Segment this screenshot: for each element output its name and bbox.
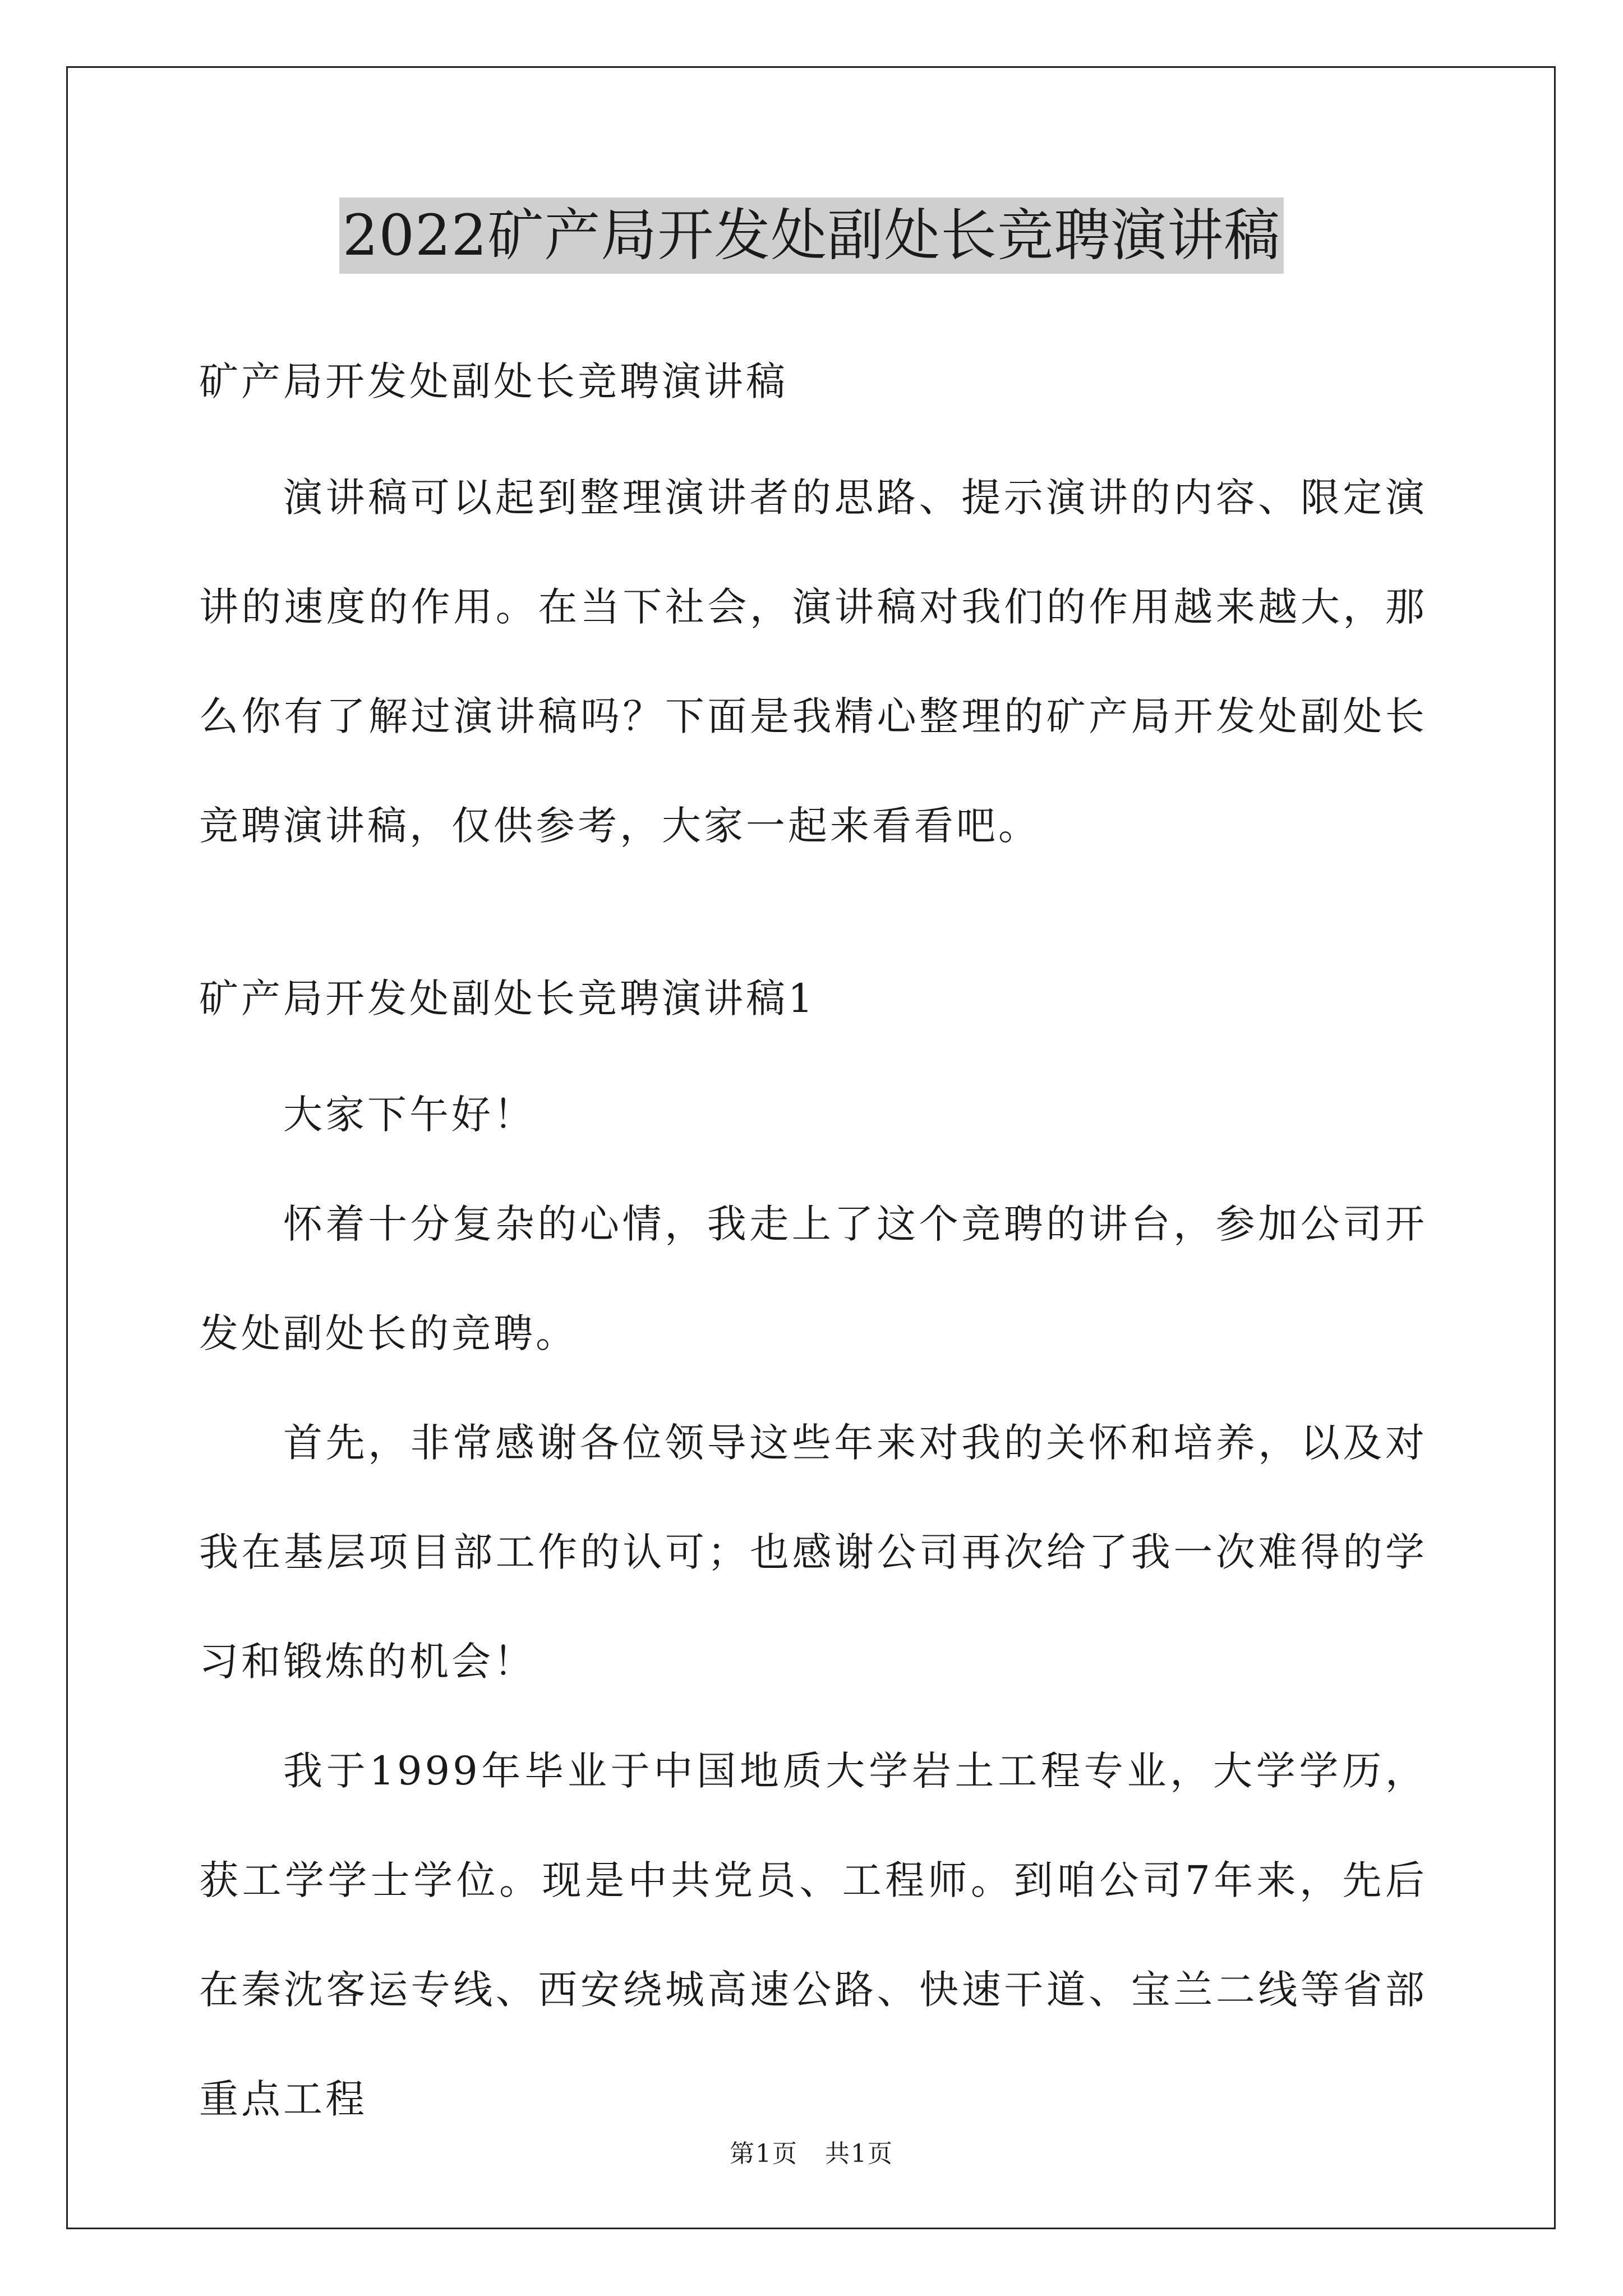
title-container bbox=[0, 197, 1623, 274]
page-total: 共1页 bbox=[824, 2139, 893, 2168]
section-heading: 矿产局开发处副处长竞聘演讲稿1 bbox=[199, 976, 816, 1022]
document-title: 2022矿产局开发处副处长竞聘演讲稿 bbox=[339, 197, 1284, 274]
body-paragraph-greeting: 大家下午好！ bbox=[283, 1092, 536, 1138]
intro-paragraph: 演讲稿可以起到整理演讲者的思路、提示演讲的内容、限定演讲的速度的作用。在当下社会，演讲稿对我们的作用越来越大，那么你有了解过演讲稿吗？下面是我精心整理的矿产局开发处副处长竞聘演讲稿，仅供参考，大家一起来看看吧。 bbox=[199, 475, 1427, 849]
page-number: 第1页 bbox=[730, 2139, 799, 2168]
document-subtitle: 矿产局开发处副处长竞聘演讲稿 bbox=[199, 358, 788, 404]
body-paragraph-3: 我于1999年毕业于中国地质大学岩土工程专业，大学学历，获工学学士学位。现是中共党员、工程师。到咱公司7年来，先后在秦沈客运专线、西安绕城高速公路、快速干道、宝兰二线等省部重点工程 bbox=[199, 1748, 1427, 2122]
page-footer bbox=[0, 2137, 1623, 2171]
body-paragraph-2: 首先，非常感谢各位领导这些年来对我的关怀和培养，以及对我在基层项目部工作的认可；也感谢公司再次给了我一次难得的学习和锻炼的机会！ bbox=[199, 1420, 1427, 1685]
body-paragraph-1: 怀着十分复杂的心情，我走上了这个竞聘的讲台，参加公司开发处副处长的竞聘。 bbox=[199, 1201, 1427, 1356]
document-body bbox=[199, 337, 1427, 2154]
